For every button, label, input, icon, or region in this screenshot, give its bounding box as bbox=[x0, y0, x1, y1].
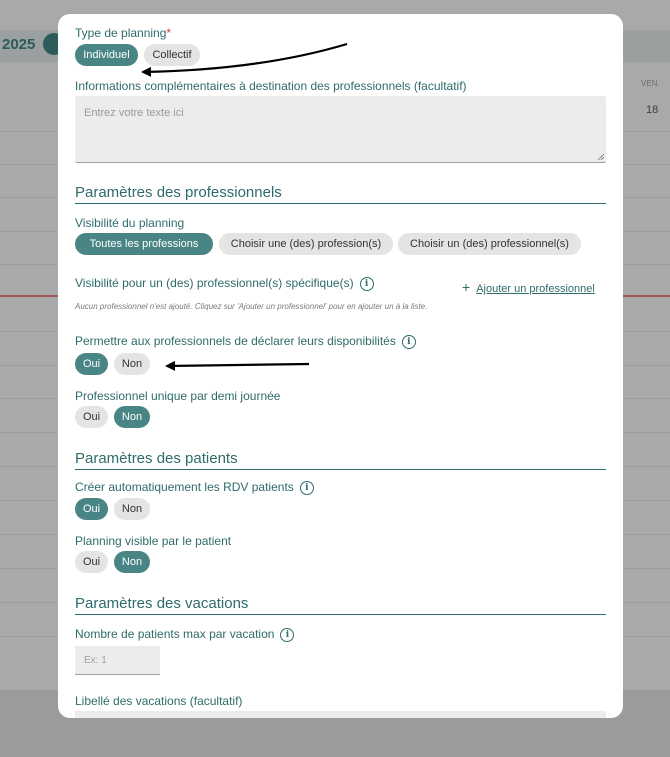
section-title-patients: Paramètres des patients bbox=[75, 450, 238, 467]
max-patients-input[interactable] bbox=[75, 646, 160, 675]
info-icon[interactable]: i bbox=[360, 277, 374, 291]
visible-patient-label: Planning visible par le patient bbox=[75, 534, 232, 548]
visible-non-button[interactable]: Non bbox=[114, 551, 150, 573]
visibilite-toutes-button[interactable]: Toutes les professions bbox=[75, 233, 213, 255]
libelle-input[interactable] bbox=[75, 711, 606, 718]
calendar-year: 2025 bbox=[2, 36, 36, 53]
section-divider bbox=[75, 469, 606, 470]
specifique-label: Visibilité pour un (des) professionnel(s) spécifique(s) i bbox=[75, 276, 374, 291]
info-icon[interactable]: i bbox=[402, 335, 416, 349]
required-mark: * bbox=[166, 26, 172, 40]
info-icon[interactable]: i bbox=[300, 481, 314, 495]
empty-professionnels-note: Aucun professionnel n'est ajouté. Cliquez sur 'Ajouter un professionnel' pour en ajouter un à la liste. bbox=[75, 302, 428, 311]
section-divider bbox=[75, 203, 606, 204]
dispos-non-button[interactable]: Non bbox=[114, 353, 150, 375]
info-icon[interactable]: i bbox=[280, 628, 294, 642]
unique-oui-button[interactable]: Oui bbox=[75, 406, 108, 428]
visibilite-professions-button[interactable]: Choisir une (des) profession(s) bbox=[219, 233, 393, 255]
type-planning-label: Type de planning* bbox=[75, 26, 172, 40]
add-professionnel-link[interactable]: + Ajouter un professionnel bbox=[462, 279, 595, 295]
section-title-professionnels: Paramètres des professionnels bbox=[75, 184, 282, 201]
visible-oui-button[interactable]: Oui bbox=[75, 551, 108, 573]
unique-label: Professionnel unique par demi journée bbox=[75, 389, 281, 403]
calendar-day-number: 18 bbox=[646, 104, 659, 116]
dispos-oui-button[interactable]: Oui bbox=[75, 353, 108, 375]
rdv-label: Créer automatiquement les RDV patients i bbox=[75, 480, 314, 495]
max-patients-placeholder: Ex: 1 bbox=[84, 655, 107, 666]
rdv-oui-button[interactable]: Oui bbox=[75, 498, 108, 520]
section-divider bbox=[75, 614, 606, 615]
dispos-label: Permettre aux professionnels de déclarer leurs disponibilités i bbox=[75, 334, 416, 349]
unique-non-button[interactable]: Non bbox=[114, 406, 150, 428]
rdv-non-button[interactable]: Non bbox=[114, 498, 150, 520]
plus-icon: + bbox=[462, 279, 471, 295]
resize-handle-icon[interactable] bbox=[597, 153, 604, 160]
type-individuel-button[interactable]: Individuel bbox=[75, 44, 138, 66]
planning-settings-modal bbox=[58, 14, 623, 718]
type-collectif-button[interactable]: Collectif bbox=[144, 44, 200, 66]
visibilite-label: Visibilité du planning bbox=[75, 216, 185, 230]
visibilite-professionnels-button[interactable]: Choisir un (des) professionnel(s) bbox=[398, 233, 581, 255]
libelle-label: Libellé des vacations (facultatif) bbox=[75, 694, 243, 708]
infos-placeholder: Entrez votre texte ici bbox=[84, 107, 184, 119]
max-patients-label: Nombre de patients max par vacation i bbox=[75, 627, 294, 642]
section-title-vacations: Paramètres des vacations bbox=[75, 595, 249, 612]
infos-textarea[interactable] bbox=[75, 96, 606, 163]
calendar-day-of-week: VEN. bbox=[641, 79, 660, 88]
infos-label: Informations complémentaires à destination des professionnels (facultatif) bbox=[75, 79, 467, 93]
